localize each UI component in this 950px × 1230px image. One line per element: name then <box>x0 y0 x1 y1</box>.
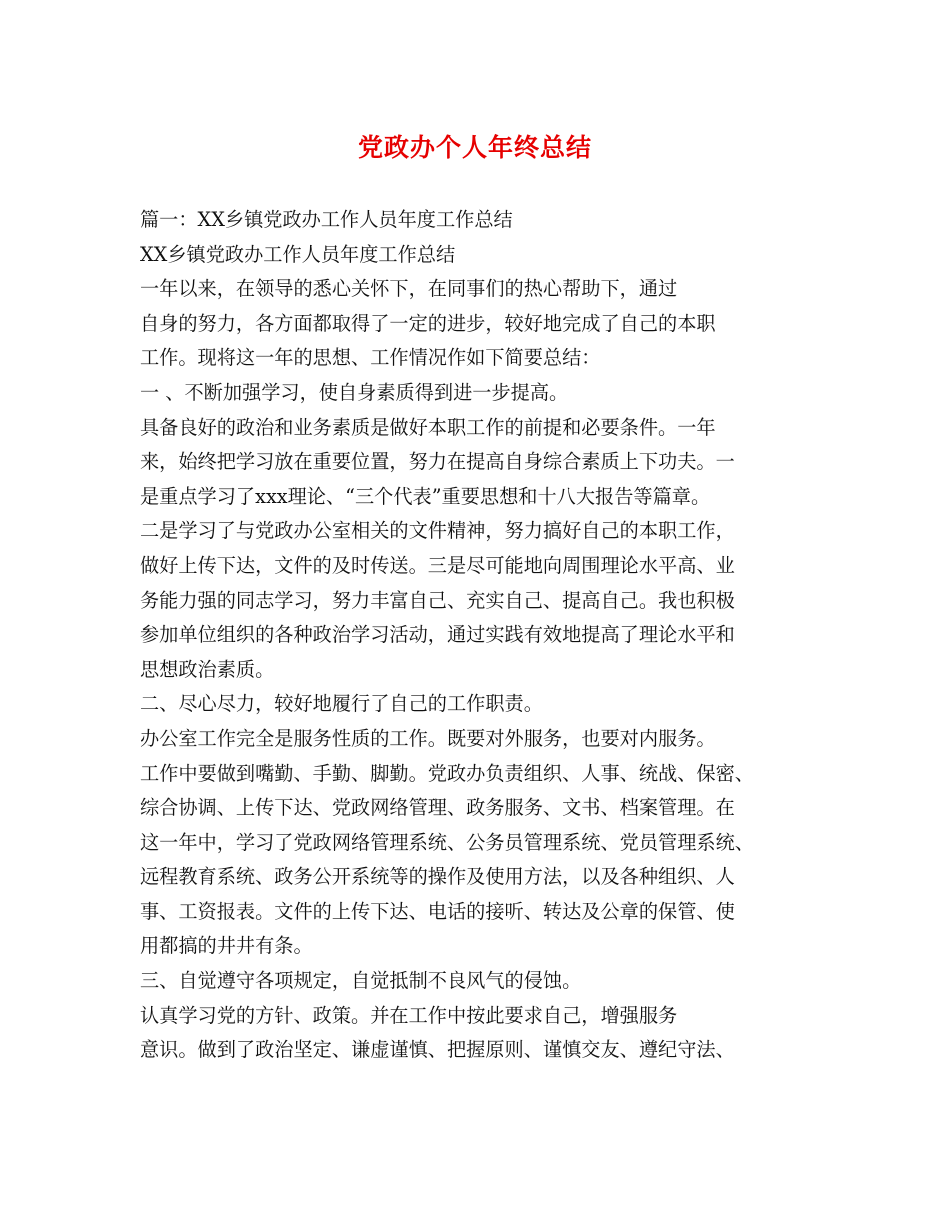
body-line: 二、尽心尽力，较好地履行了自己的工作职责。 <box>140 692 543 716</box>
document-body <box>140 203 830 1068</box>
body-line: 参加单位组织的各种政治学习活动，通过实践有效地提高了理论水平和 <box>140 623 735 647</box>
body-line: XX乡镇党政办工作人员年度工作总结 <box>140 242 456 266</box>
body-line: 意识。做到了政治坚定、谦虚谨慎、把握原则、谨慎交友、遵纪守法、 <box>140 1038 735 1062</box>
body-line: 这一年中，学习了党政网络管理系统、公务员管理系统、党员管理系统、 <box>140 830 754 854</box>
body-line: 二是学习了与党政办公室相关的文件精神，努力搞好自己的本职工作， <box>140 519 735 543</box>
body-line: 具备良好的政治和业务素质是做好本职工作的前提和必要条件。一年 <box>140 415 716 439</box>
document-title: 党政办个人年终总结 <box>357 133 592 162</box>
body-line: 篇一：XX乡镇党政办工作人员年度工作总结 <box>140 208 513 231</box>
body-line: 事、工资报表。文件的上传下达、电话的接听、转达及公章的保管、使 <box>140 899 735 923</box>
body-line: 自身的努力，各方面都取得了一定的进步，较好地完成了自己的本职 <box>140 311 716 335</box>
body-line: 办公室工作完全是服务性质的工作。既要对外服务，也要对内服务。 <box>140 726 716 750</box>
body-line: 工作中要做到嘴勤、手勤、脚勤。党政办负责组织、人事、统战、保密、 <box>140 761 754 785</box>
body-line: 一 、不断加强学习，使自身素质得到进一步提高。 <box>140 380 569 404</box>
body-line: 用都搞的井井有条。 <box>140 934 313 958</box>
body-line: 一年以来，在领导的悉心关怀下，在同事们的热心帮助下，通过 <box>140 277 678 301</box>
body-line: 三、自觉遵守各项规定，自觉抵制不良风气的侵蚀。 <box>140 969 582 993</box>
body-line: 务能力强的同志学习，努力丰富自己、充实自己、提高自己。我也积极 <box>140 588 735 612</box>
body-line: 工作。现将这一年的思想、工作情况作如下简要总结： <box>140 346 601 370</box>
body-line: 来，始终把学习放在重要位置，努力在提高自身综合素质上下功夫。一 <box>140 450 735 474</box>
body-line: 做好上传下达，文件的及时传送。三是尽可能地向周围理论水平高、业 <box>140 553 735 577</box>
body-line: 远程教育系统、政务公开系统等的操作及使用方法，以及各种组织、人 <box>140 865 735 889</box>
body-line: 是重点学习了xxx理论、“三个代表”重要思想和十八大报告等篇章。 <box>140 484 711 508</box>
body-line: 综合协调、上传下达、党政网络管理、政务服务、文书、档案管理。在 <box>140 796 735 820</box>
body-line: 思想政治素质。 <box>140 657 275 681</box>
body-line: 认真学习党的方针、政策。并在工作中按此要求自己，增强服务 <box>140 1003 678 1027</box>
